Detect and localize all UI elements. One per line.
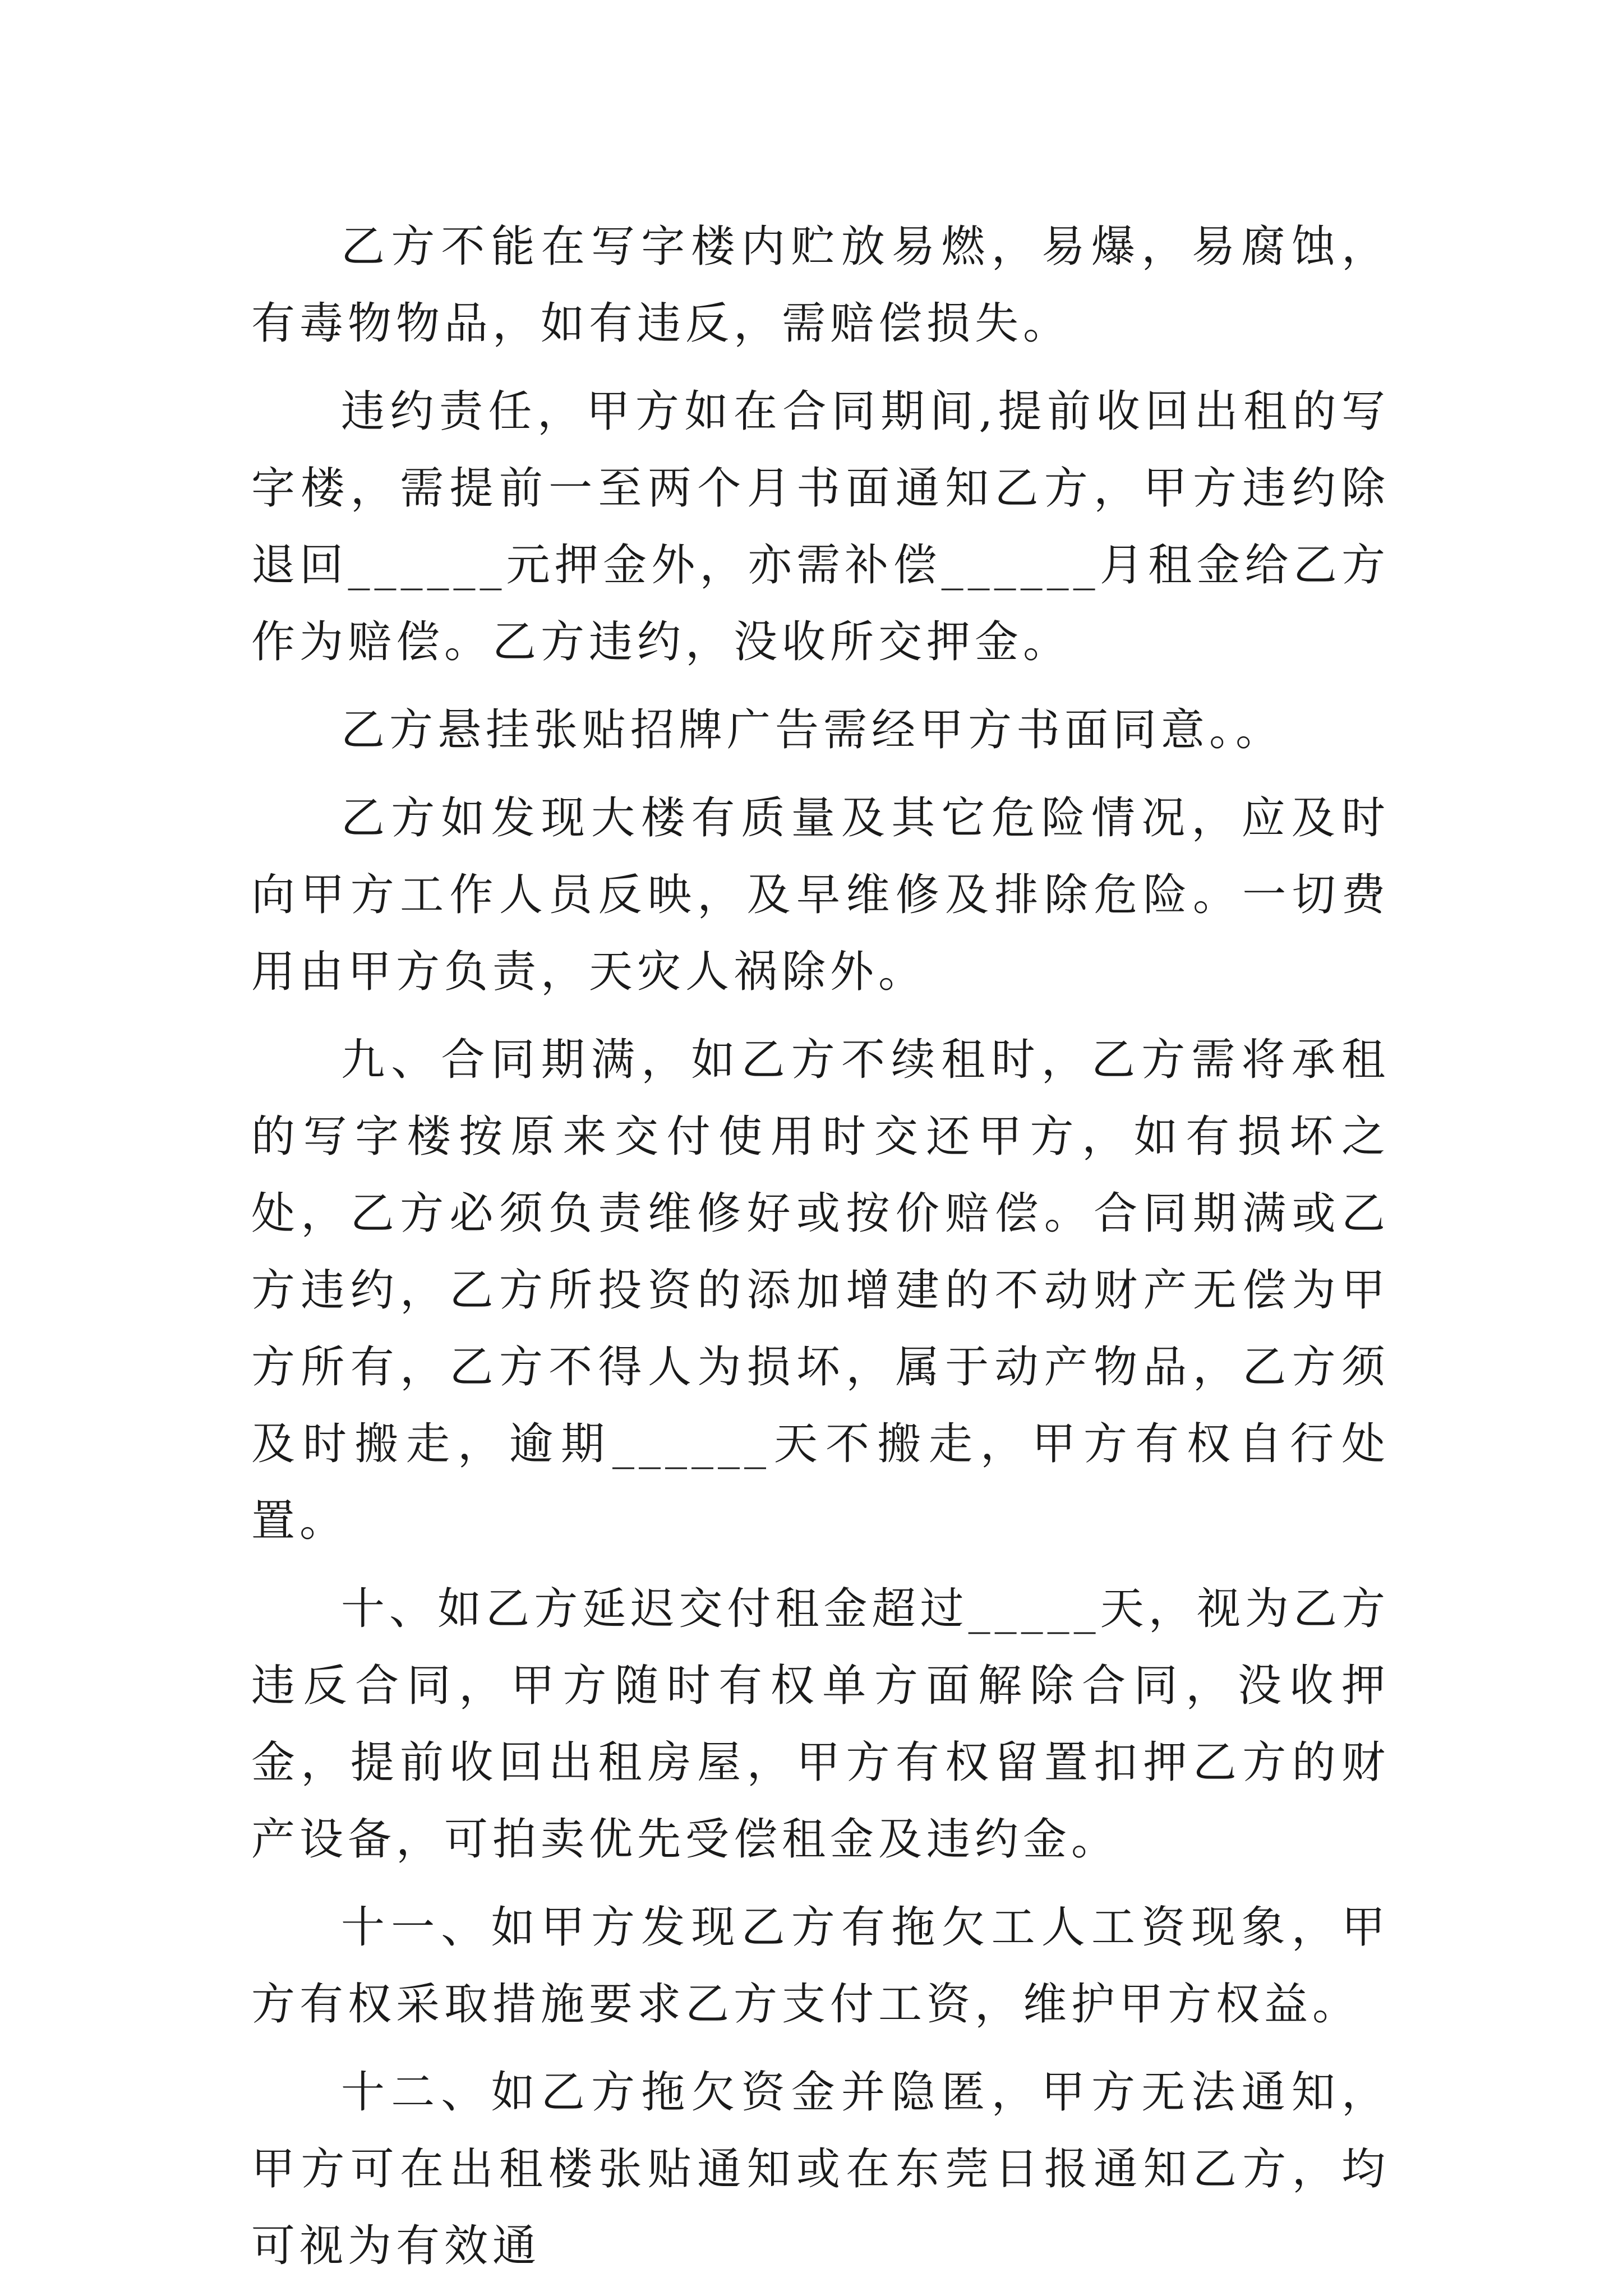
paragraph-building-hazard: 乙方如发现大楼有质量及其它危险情况，应及时向甲方工作人员反映，及早维修及排除危险。一切费用由甲方负责，天灾人祸除外。	[251, 793, 1390, 997]
paragraph-signage-rule: 乙方悬挂张贴招牌广告需经甲方书面同意。。	[341, 705, 1284, 755]
paragraph-storage-rule: 乙方不能在写字楼内贮放易燃，易爆，易腐蚀，有毒物物品，如有违反，需赔偿损失。	[251, 222, 1390, 349]
paragraph-clause-10: 十、如乙方延迟交付租金超过_____天，视为乙方违反合同，甲方随时有权单方面解除合同，没收押金，提前收回出租房屋，甲方有权留置扣押乙方的财产设备，可拍卖优先受偿租金及违约金。	[251, 1584, 1390, 1865]
paragraph-clause-11: 十一、如甲方发现乙方有拖欠工人工资现象，甲方有权采取措施要求乙方支付工资，维护甲方权益。	[251, 1902, 1390, 2030]
document-body	[251, 209, 1390, 2296]
paragraph-breach-liability: 违约责任，甲方如在合同期间,提前收回出租的写字楼，需提前一至两个月书面通知乙方，甲方违约除退回______元押金外，亦需补偿______月租金给乙方作为赔偿。乙方违约，没收所交押金。	[251, 386, 1390, 667]
paragraph-clause-12: 十二、如乙方拖欠资金并隐匿，甲方无法通知，甲方可在出租楼张贴通知或在东莞日报通知乙方，均可视为有效通	[251, 2067, 1390, 2271]
paragraph-clause-9: 九、合同期满，如乙方不续租时，乙方需将承租的写字楼按原来交付使用时交还甲方，如有损坏之处，乙方必须负责维修好或按价赔偿。合同期满或乙方违约，乙方所投资的添加增建的不动财产无偿为甲方所有，乙方不得人为损坏，属于动产物品，乙方须及时搬走，逾期______天不搬走，甲方有权自行处置。	[251, 1035, 1390, 1546]
